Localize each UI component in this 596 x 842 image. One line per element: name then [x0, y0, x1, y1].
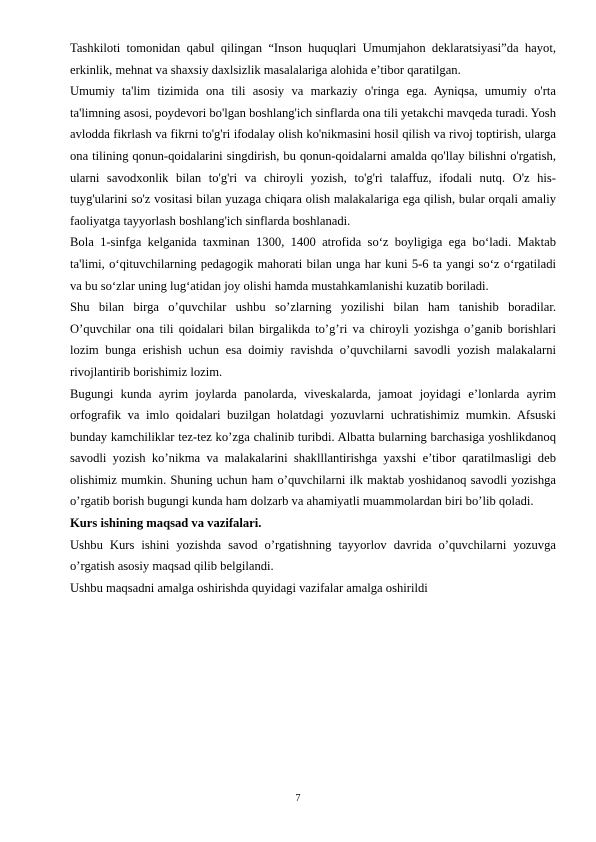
- paragraph-declaration: Tashkiloti tomonidan qabul qilingan “Inson huquqlari Umumjahon deklaratsiyasi”da hayot, erkinlik, mehnat va shaxsiy daxlsizlik masalalariga alohida e’tibor qaratilgan.: [70, 41, 556, 77]
- section-heading: Kurs ishining maqsad va vazifalari.: [70, 516, 262, 531]
- paragraph-vocabulary: Bola 1-sinfga kelganida taxminan 1300, 1400 atrofida so‘z boyligiga ega bo‘ladi. Maktab ta'limi, o‘qituvchilarning pedagogik mahorati bilan unga har kuni 5-6 ta yangi so‘z o‘rgatiladi va bu so‘zlar uning lug‘atidan joy olishi hamda mustahkamlanishi kuzatib boriladi.: [70, 235, 556, 293]
- page-number: 7: [295, 793, 301, 804]
- paragraph-native-language: Umumiy ta'lim tizimida ona tili asosiy va markaziy o'ringa ega. Ayniqsa, umumiy o'rta ta'limning asosi, poydevori bo'lgan boshlang'ich sinflarda ona tili yetakchi mavqeda turadi. Yosh avlodda fikrlash va fikrni to'g'ri ifodalay olish ko'nikmasini hosil qilish va rivoj toptirish, ularga ona tilining qonun-qoidalarini singdirish, bu qonun-qoidalarni amalda qo'llay bilishni o'rgatish, ularni savodxonlik bilan to'g'ri va chiroyli yozish, to'g'ri talaffuz, ifodali nutq. O'z his- tuyg'ularini so'z vositasi bilan yuzaga chiqara olish malakalariga ega qilish, bular orqali amaliy faoliyatga tayyorlash boshlang'ich sinflarda boshlanadi.: [70, 84, 556, 228]
- paragraph-errors: Bugungi kunda ayrim joylarda panolarda, viveskalarda, jamoat joyidagi e’lonlarda ayrim orfografik va imlo qoidalari buzilgan holatdagi yozuvlarni uchratishimiz mumkin. Afsuski bunday kamchiliklar tez-tez ko’zga chalinib turibdi. Albatta bularning barchasiga yoshlikdanoq savodli yozish ko’nikma va malakalarini shaklllantirishga yaxshi e’tibor qaratilmasligi deb olishimiz mumkin. Shuning uchun ham o’quvchilarni ilk maktab yoshidanoq savodli yozishga o’rgatib borish bugungi kunda ham dolzarb va ahamiyatli muammolardan biri bo’lib qoladi.: [70, 386, 556, 509]
- paragraph-goal: Ushbu Kurs ishini yozishda savod o’rgatishning tayyorlov davrida o’quvchilarni yozuvga o’rgatish asosiy maqsad qilib belgilandi.: [70, 537, 556, 574]
- paragraph-tasks: Ushbu maqsadni amalga oshirishda quyidagi vazifalar amalga oshirildi: [70, 580, 428, 595]
- paragraph-spelling: Shu bilan birga o’quvchilar ushbu so’zlarning yozilishi bilan ham tanishib boradilar. O’quvchilar ona tili qoidalari bilan birgalikda to’g’ri va chiroyli yozishga o’ganib borishlari lozim bunga erishish uchun esa doimiy ravishda o’quvchilarni savodli yozish malakalarni rivojlantirib borishimiz lozim.: [70, 300, 556, 379]
- document-body: [70, 38, 556, 599]
